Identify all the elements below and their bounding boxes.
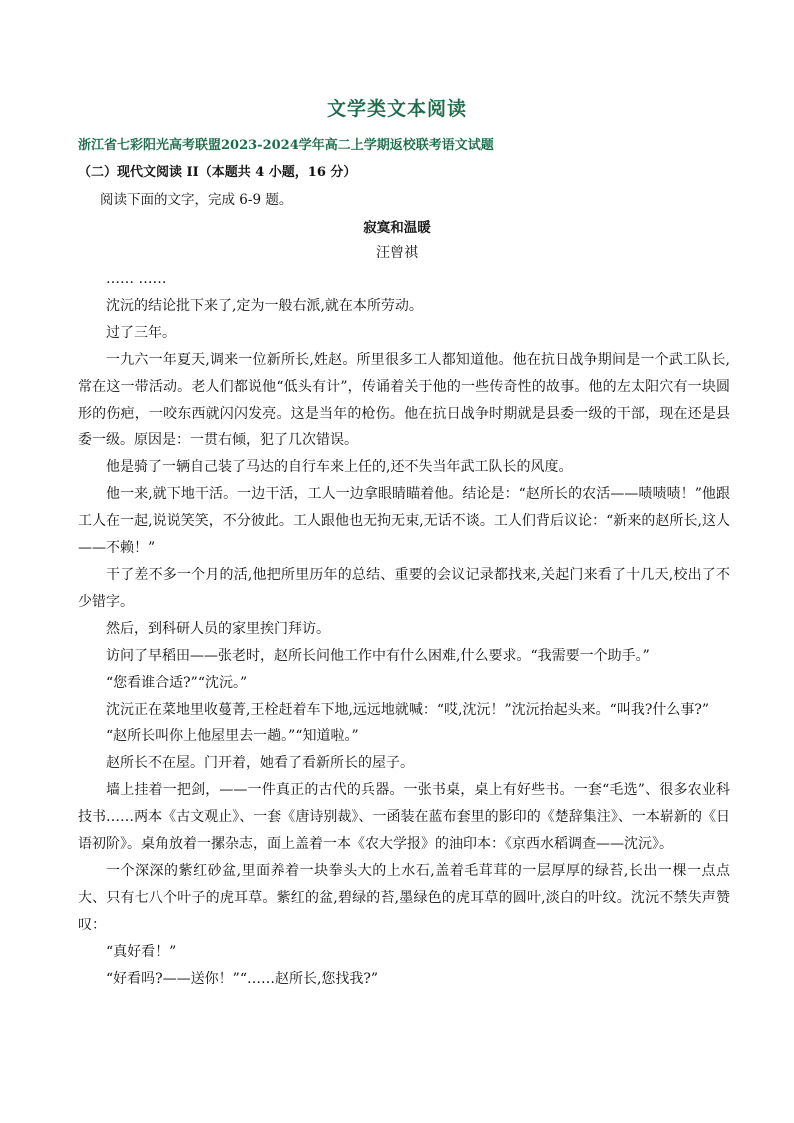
paragraph: “您看谁合适?”“沈沅。”	[106, 674, 248, 691]
document-title: 文学类文本阅读	[326, 98, 467, 120]
exam-source: 浙江省七彩阳光高考联盟2023-2024学年高二上学期返校联考语文试题	[78, 138, 494, 153]
paragraph: 一九六一年夏天,调来一位新所长,姓赵。所里很多工人都知道他。他在抗日战争期间是一个武工队长,常在这一带活动。老人们都说他“低头有计”，传诵着关于他的一些传奇性的故事。他的左太阳穴有一块圆形的伤疤，一咬东西就闪闪发亮。这是当年的枪伤。他在抗日战争时期就是县委一级的干部，现在还是县委一级。原因是：一贯右倾，犯了几次错误。	[78, 351, 730, 449]
article-author: 汪曾祺	[376, 245, 418, 261]
reading-instruction: 阅读下面的文字，完成 6-9 题。	[100, 192, 293, 208]
paragraph: 沈沅正在菜地里收蔓菁,王栓赶着车下地,远远地就喊：“哎,沈沅！”沈沅抬起头来。“叫我?什么事?”	[106, 701, 709, 718]
paragraph: “赵所长叫你上他屋里去一趟。”“知道啦。”	[106, 728, 359, 745]
article-title: 寂寞和温暖	[363, 220, 431, 236]
paragraph: “好看吗?——送你！”“……赵所长,您找我?”	[106, 970, 379, 987]
paragraph: 墙上挂着一把剑，——一件真正的古代的兵器。一张书桌，桌上有好些书。一套“毛选”、很多农业科技书……两本《古文观止》、一套《唐诗别裁》、一函装在蓝布套里的影印的《楚辞集注》、一本崭新的《日语初阶》。桌角放着一摞杂志，面上盖着一本《农大学报》的油印本：《京西水稻调查——沈沅》。	[78, 782, 730, 853]
paragraph: 赵所长不在屋。门开着，她看了看新所长的屋子。	[106, 755, 414, 772]
paragraph: 沈沅的结论批下来了,定为一般右派,就在本所劳动。	[106, 297, 423, 314]
paragraph: 一个深深的紫红砂盆,里面养着一块拳头大的上水石,盖着毛茸茸的一层厚厚的绿苔,长出一棵一点点大、只有七八个叶子的虎耳草。紫红的盆,碧绿的苔,墨绿色的虎耳草的圆叶,淡白的叶纹。沈沅不禁失声赞叹：	[78, 862, 730, 933]
paragraph: “真好看！”	[106, 943, 177, 960]
article-body	[78, 266, 730, 992]
paragraph: 访问了早稻田——张老时，赵所长问他工作中有什么困难,什么要求。“我需要一个助手。”	[106, 647, 650, 664]
paragraph: …… ……	[106, 271, 167, 287]
paragraph: 他一来,就下地干活。一边干活，工人一边拿眼睛瞄着他。结论是：“赵所长的农活——啧啧啧！”他跟工人在一起,说说笑笑，不分彼此。工人跟他也无拘无束,无话不谈。工人们背后议论：“新来的赵所长,这人——不赖！”	[78, 486, 730, 557]
paragraph: 他是骑了一辆自己装了马达的自行车来上任的,还不失当年武工队长的风度。	[106, 459, 573, 476]
paragraph: 干了差不多一个月的活,他把所里历年的总结、重要的会议记录都找来,关起门来看了十几天,校出了不少错字。	[78, 566, 730, 610]
paragraph: 过了三年。	[106, 324, 176, 341]
paragraph: 然后，到科研人员的家里挨门拜访。	[106, 620, 330, 637]
section-heading: （二）现代文阅读 II（本题共 4 小题，16 分）	[78, 165, 357, 180]
